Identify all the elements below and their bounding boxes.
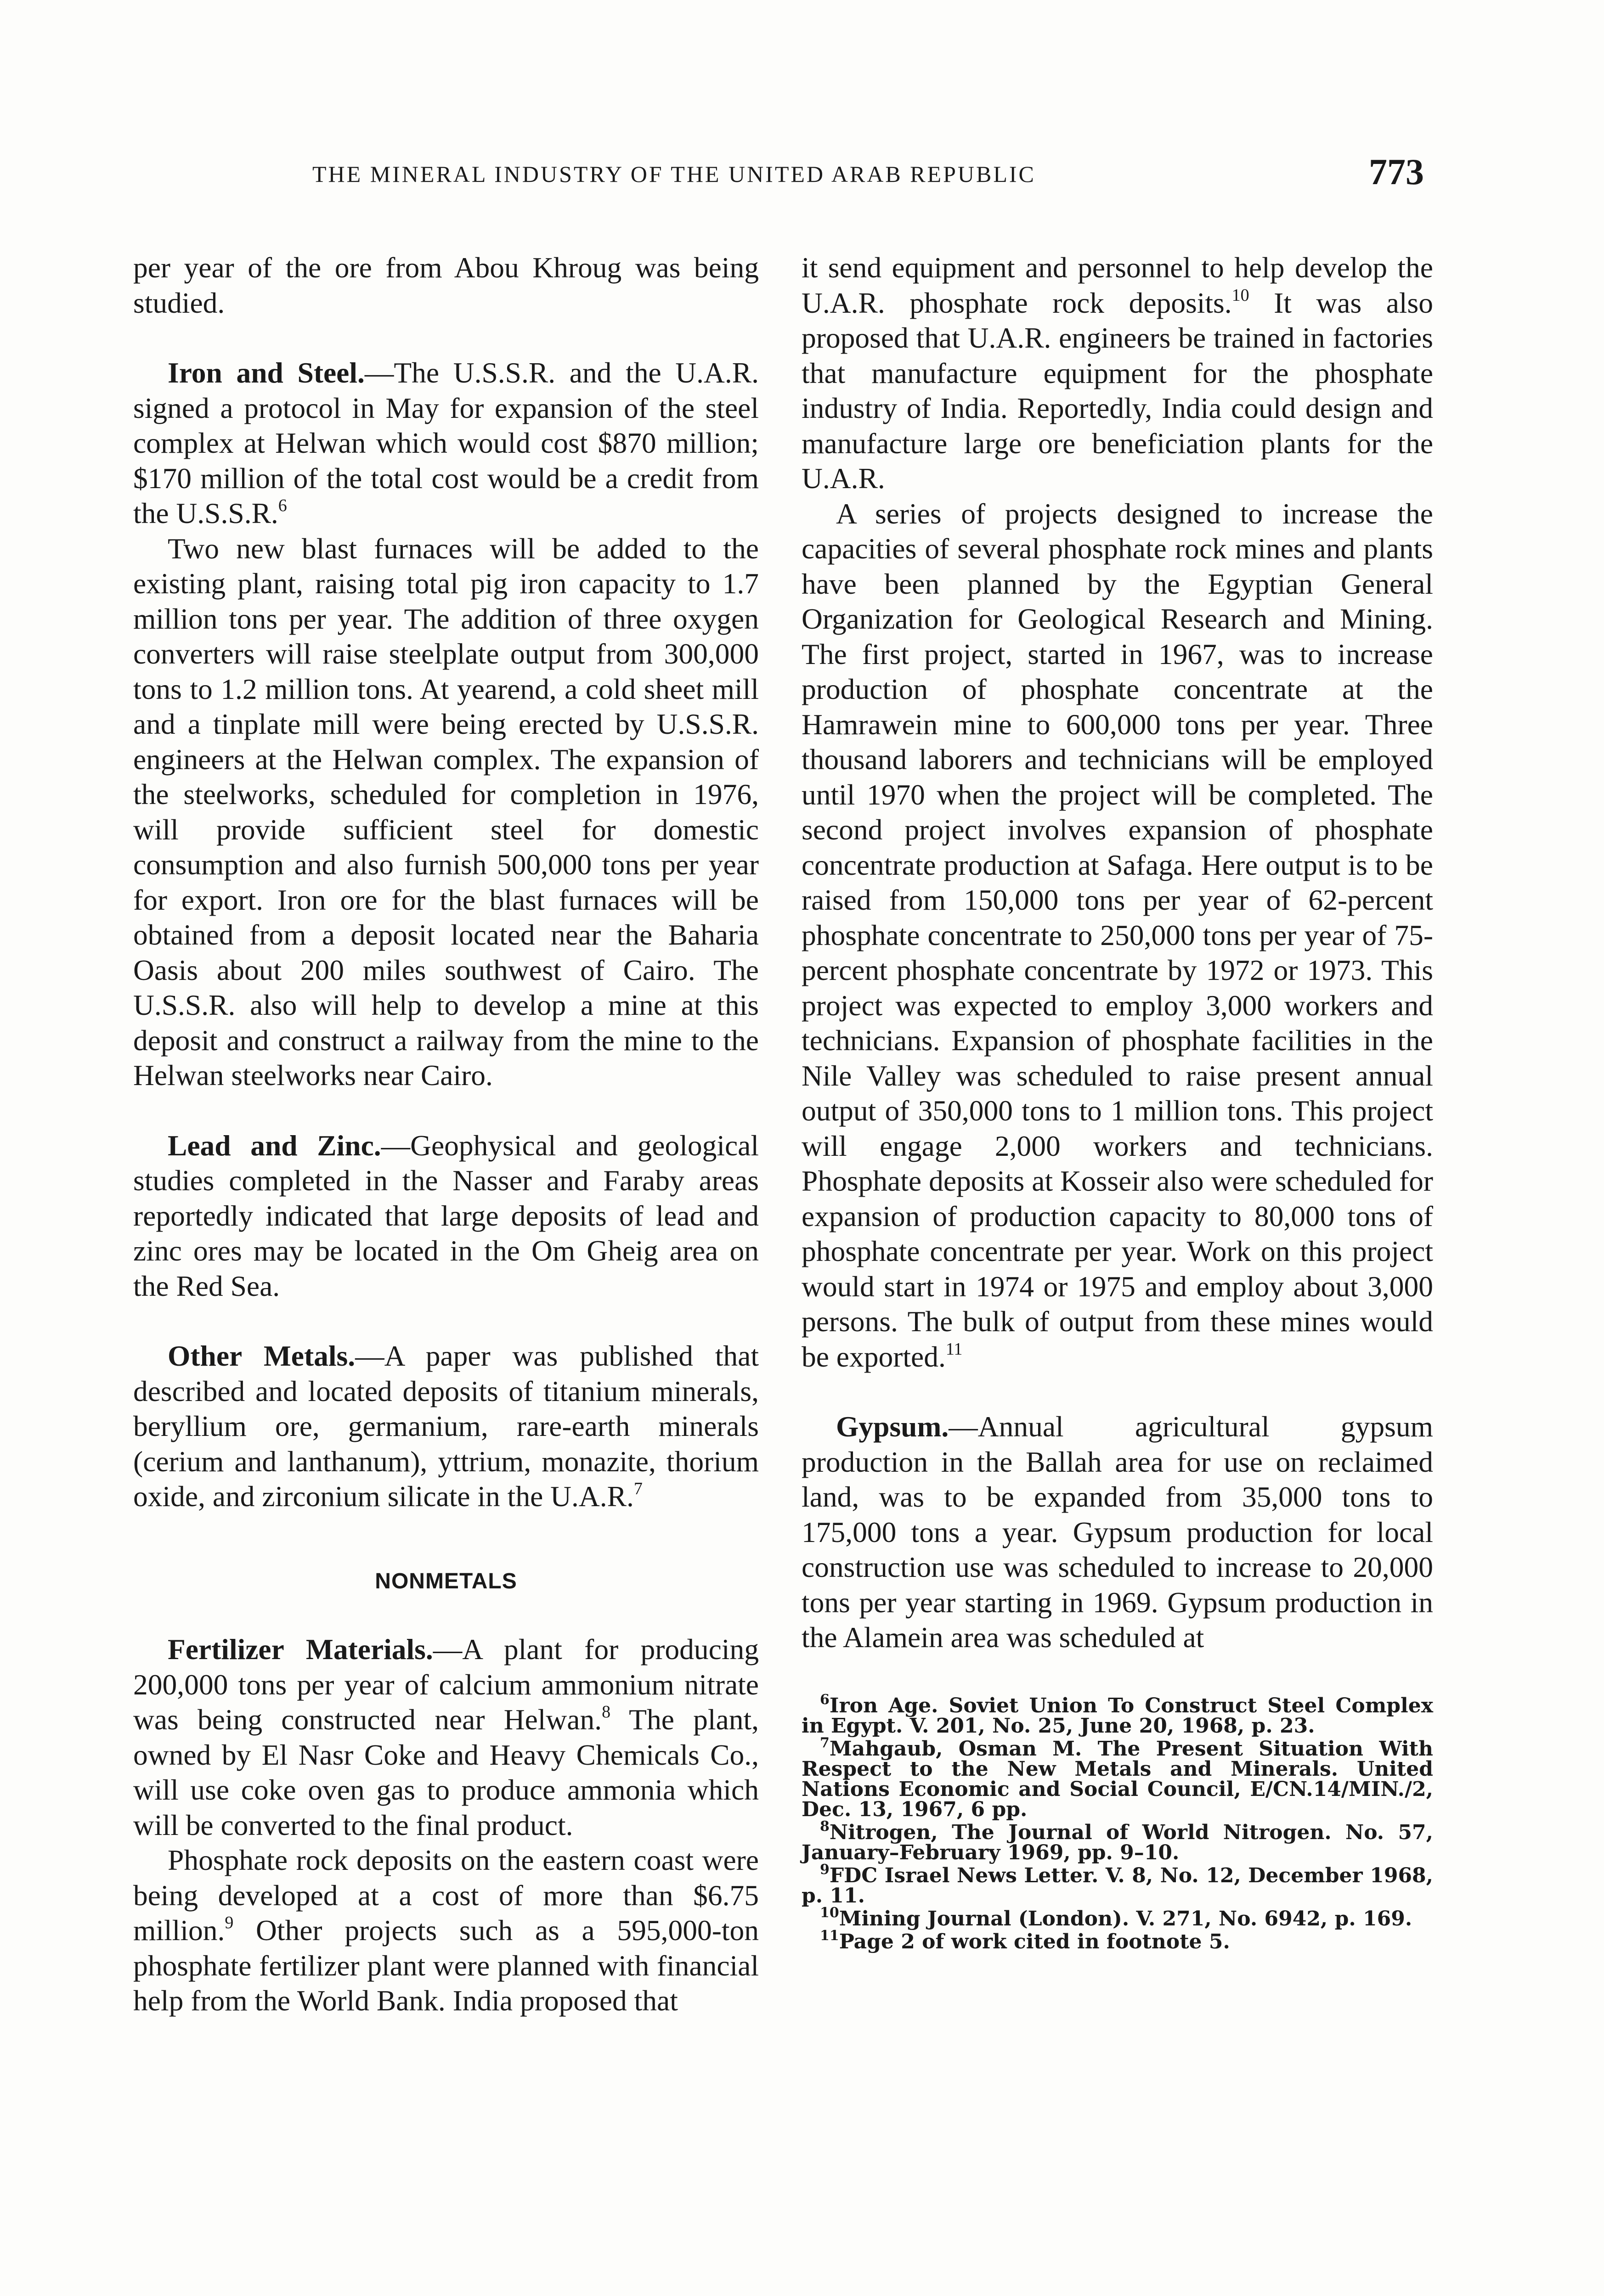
running-title: THE MINERAL INDUSTRY OF THE UNITED ARAB REPUBLIC xyxy=(312,161,1036,187)
footnote: $^{11}$Page 2 of work cited in footnote 5. xyxy=(820,1927,1230,1953)
gypsum-paragraph: Gypsum.—Annual agricultural gypsum production in the Ballah area for use on reclaimed land, was to be expanded from 35,000 tons to 175,000 tons a year. Gypsum production for local construction use was scheduled to increase to 20,000 tons per year starting in 1969. Gypsum production in the Alamein area was scheduled at xyxy=(802,1410,1433,1654)
footnote-ref-9: 9 xyxy=(225,1913,234,1932)
footnote: $^7$Mahgaub, Osman M. The Present Situation With Respect to the New Metals and Minerals. United Nations Economic and Social Council, E/CN.14/MIN./2, Dec. 13, 1967, 6 pp. xyxy=(802,1734,1433,1821)
footnote: $^{10}$Mining Journal (London). V. 271, No. 6942, p. 169. xyxy=(820,1904,1412,1930)
footnote: $^8$Nitrogen, The Journal of World Nitrogen. No. 57, January–February 1969, pp. 9–10. xyxy=(802,1818,1433,1864)
footnote-ref-7: 7 xyxy=(633,1479,643,1498)
gypsum-heading: Gypsum. xyxy=(836,1410,949,1443)
lead-zinc-heading: Lead and Zinc. xyxy=(168,1129,381,1162)
footnote-ref-8: 8 xyxy=(602,1702,611,1722)
right-column xyxy=(802,250,1433,1955)
fertilizer-paragraph: Fertilizer Materials.—A plant for producing 200,000 tons per year of calcium ammonium nitrate was being constructed near Helwan.$^8$ The plant, owned by El Nasr Coke and Heavy Chemicals Co., will use coke oven gas to produce ammonia which will be converted to the final product. xyxy=(133,1633,759,1841)
footnote-ref-6: 6 xyxy=(278,496,287,515)
nonmetals-heading: NONMETALS xyxy=(375,1569,517,1593)
iron-steel-paragraph: Iron and Steel.—The U.S.S.R. and the U.A.R. signed a protocol in May for expansion of the steel complex at Helwan which would cost $870 million; $170 million of the total cost would be a credit from the U.S.S.R.$^6$ xyxy=(133,356,759,529)
lead-zinc-paragraph: Lead and Zinc.—Geophysical and geological studies completed in the Nasser and Faraby areas reportedly indicated that large deposits of lead and zinc ores may be located in the Om Gheig area on the Red Sea. xyxy=(133,1129,759,1302)
india-paragraph: it send equipment and personnel to help develop the U.A.R. phosphate rock deposits.$^{10}$ It was also proposed that U.A.R. engineers be trained in factories that manufacture equipment for the phosphate industry of India. Reportedly, India could design and manufacture large ore beneficiation plants for the U.A.R. xyxy=(802,251,1433,495)
footnote-ref-10: 10 xyxy=(1231,285,1249,305)
other-metals-paragraph: Other Metals.—A paper was published that described and located deposits of titanium minerals, beryllium ore, germanium, rare-earth minerals (cerium and lanthanum), yttrium, monazite, thorium oxide, and zirconium silicate in the U.A.R.$^7$ xyxy=(133,1339,759,1513)
footnote: $^9$FDC Israel News Letter. V. 8, No. 12, December 1968, p. 11. xyxy=(802,1861,1433,1908)
continued-paragraph: per year of the ore from Abou Khroug was being studied. xyxy=(133,251,759,319)
phosphate-paragraph: Phosphate rock deposits on the eastern coast were being developed at a cost of more than $6.75 million.$^9$ Other projects such as a 595,000-ton phosphate fertilizer plant were planned with financial help from the World Bank. India proposed that xyxy=(133,1844,759,2017)
page-number: 773 xyxy=(1369,152,1424,192)
blast-furnace-paragraph: Two new blast furnaces will be added to the existing plant, raising total pig iron capacity to 1.7 million tons per year. The addition of three oxygen converters will raise steelplate output from 300,000 tons to 1.2 million tons. At yearend, a cold sheet mill and a tinplate mill were being erected by U.S.S.R. engineers at the Helwan complex. The expansion of the steelworks, scheduled for completion in 1976, will provide sufficient steel for domestic consumption and also furnish 500,000 tons per year for export. Iron ore for the blast furnaces will be obtained from a deposit located near the Baharia Oasis about 200 miles southwest of Cairo. The U.S.S.R. also will help to develop a mine at this deposit and construct a railway from the mine to the Helwan steelworks near Cairo. xyxy=(133,532,759,1092)
footnote-ref-11: 11 xyxy=(945,1339,963,1359)
footnotes xyxy=(802,1691,1433,1953)
iron-steel-heading: Iron and Steel. xyxy=(168,356,365,389)
other-metals-heading: Other Metals. xyxy=(168,1339,356,1372)
projects-paragraph: A series of projects designed to increase the capacities of several phosphate rock mines and plants have been planned by the Egyptian General Organization for Geological Research and Mining. The first project, started in 1967, was to increase production of phosphate concentrate at the Hamrawein mine to 600,000 tons per year. Three thousand laborers and technicians will be employed until 1970 when the project will be completed. The second project involves expansion of phosphate concentrate production at Safaga. Here output is to be raised from 150,000 tons per year of 62-percent phosphate concentrate to 250,000 tons per year of 75-percent phosphate concentrate by 1972 or 1973. This project was expected to employ 3,000 workers and technicians. Expansion of phosphate facilities in the Nile Valley was scheduled to raise present annual output of 350,000 tons to 1 million tons. This project will engage 2,000 workers and technicians. Phosphate deposits at Kosseir also were scheduled for expansion of production capacity to 80,000 tons of phosphate concentrate per year. Work on this project would start in 1974 or 1975 and employ about 3,000 persons. The bulk of output from these mines would be exported.$^{11}$ xyxy=(802,497,1433,1373)
left-column xyxy=(133,250,759,2019)
footnote: $^6$Iron Age. Soviet Union To Construct Steel Complex in Egypt. V. 201, No. 25, June 20, 1968, p. 23. xyxy=(802,1691,1433,1738)
fertilizer-heading: Fertilizer Materials. xyxy=(168,1633,433,1666)
